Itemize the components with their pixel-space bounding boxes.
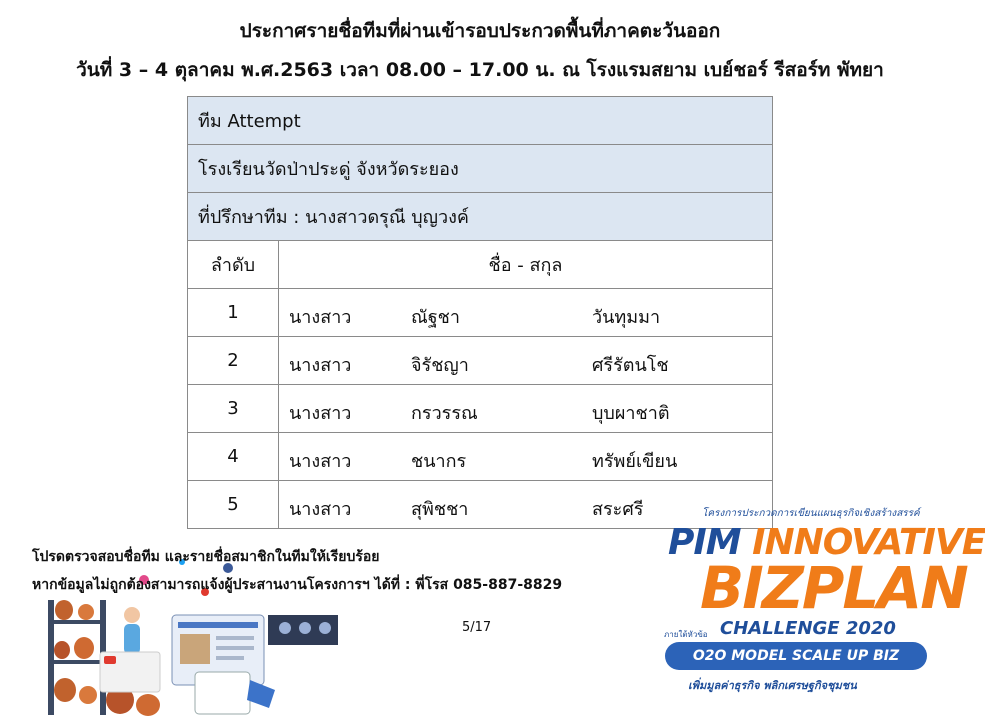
- school-name: โรงเรียนวัดป่าประดู่ จังหวัดระยอง: [198, 159, 459, 180]
- logo-pim: PIM: [668, 522, 741, 563]
- member-last-name: บุบผาชาติ: [592, 403, 670, 424]
- member-first-name: สุพิชชา: [411, 499, 469, 520]
- note-line-2: หากข้อมูลไม่ถูกต้องสามารถแจ้งผู้ประสานงานโครงการฯ ได้ที่ : พี่โรส 085-887-8829: [32, 577, 563, 593]
- member-first-name: ชนากร: [411, 451, 467, 472]
- member-no: 3: [188, 385, 279, 433]
- page-number: 5/17: [462, 620, 492, 635]
- member-name-cell: [279, 385, 773, 433]
- table-row: [188, 289, 773, 337]
- title-line-2: วันที่ 3 – 4 ตุลาคม พ.ศ.2563 เวลา 08.00 – 17.00 น. ณ โรงแรมสยาม เบย์ชอร์ รีสอร์ท พัทยา: [76, 59, 884, 81]
- member-first-name: กรวรรณ: [411, 403, 478, 424]
- advisor-row: [188, 193, 773, 241]
- member-prefix: นางสาว: [289, 451, 352, 472]
- member-prefix: นางสาว: [289, 403, 352, 424]
- school-row: [188, 145, 773, 193]
- logo-o2o-band: O2O MODEL SCALE UP BIZ: [665, 642, 927, 670]
- team-table: [187, 96, 773, 529]
- logo-challenge: CHALLENGE 2020: [720, 618, 896, 639]
- team-name: ทีม Attempt: [198, 111, 301, 132]
- table-row: [188, 385, 773, 433]
- school-cell: [188, 145, 773, 193]
- team-name-row: [188, 97, 773, 145]
- member-first-name: จิรัชญา: [411, 355, 469, 376]
- member-no: 1: [188, 289, 279, 337]
- member-name-cell: [279, 337, 773, 385]
- column-header-no: ลำดับ: [188, 241, 279, 289]
- logo-under-label: ภายใต้หัวข้อ: [664, 630, 708, 639]
- note-line-1: โปรดตรวจสอบชื่อทีม และรายชื่อสมาชิกในทีมให้เรียบร้อย: [32, 549, 380, 565]
- logo-innovative: INNOVATIVE: [752, 522, 985, 563]
- table-row: [188, 337, 773, 385]
- column-header-name: ชื่อ - สกุล: [279, 241, 773, 289]
- member-last-name: วันทุมมา: [592, 307, 661, 328]
- member-first-name: ณัฐชา: [411, 307, 460, 328]
- member-prefix: นางสาว: [289, 355, 352, 376]
- member-name-cell: [279, 433, 773, 481]
- advisor-name: ที่ปรึกษาทีม : นางสาวดรุณี บุญวงค์: [198, 207, 469, 228]
- logo-bizplan: BIZPLAN: [700, 554, 967, 622]
- pim-bizplan-logo: [660, 506, 985, 716]
- member-prefix: นางสาว: [289, 499, 352, 520]
- logo-slogan: เพิ่มมูลค่าธุรกิจ พลิกเศรษฐกิจชุมชน: [688, 679, 857, 692]
- member-last-name: ศรีรัตนโช: [592, 355, 669, 376]
- member-prefix: นางสาว: [289, 307, 352, 328]
- member-no: 4: [188, 433, 279, 481]
- team-name-cell: [188, 97, 773, 145]
- member-no: 5: [188, 481, 279, 529]
- member-last-name: สระศรี: [592, 499, 644, 520]
- advisor-cell: [188, 193, 773, 241]
- member-name-cell: [279, 289, 773, 337]
- table-row: [188, 433, 773, 481]
- member-no: 2: [188, 337, 279, 385]
- member-last-name: ทรัพย์เขียน: [592, 451, 678, 472]
- logo-sub-text: โครงการประกวดการเขียนแผนธุรกิจเชิงสร้างสรรค์: [702, 508, 920, 519]
- column-header-row: [188, 241, 773, 289]
- title-line-1: ประกาศรายชื่อทีมที่ผ่านเข้ารอบประกวดพื้นที่ภาคตะวันออก: [239, 20, 721, 42]
